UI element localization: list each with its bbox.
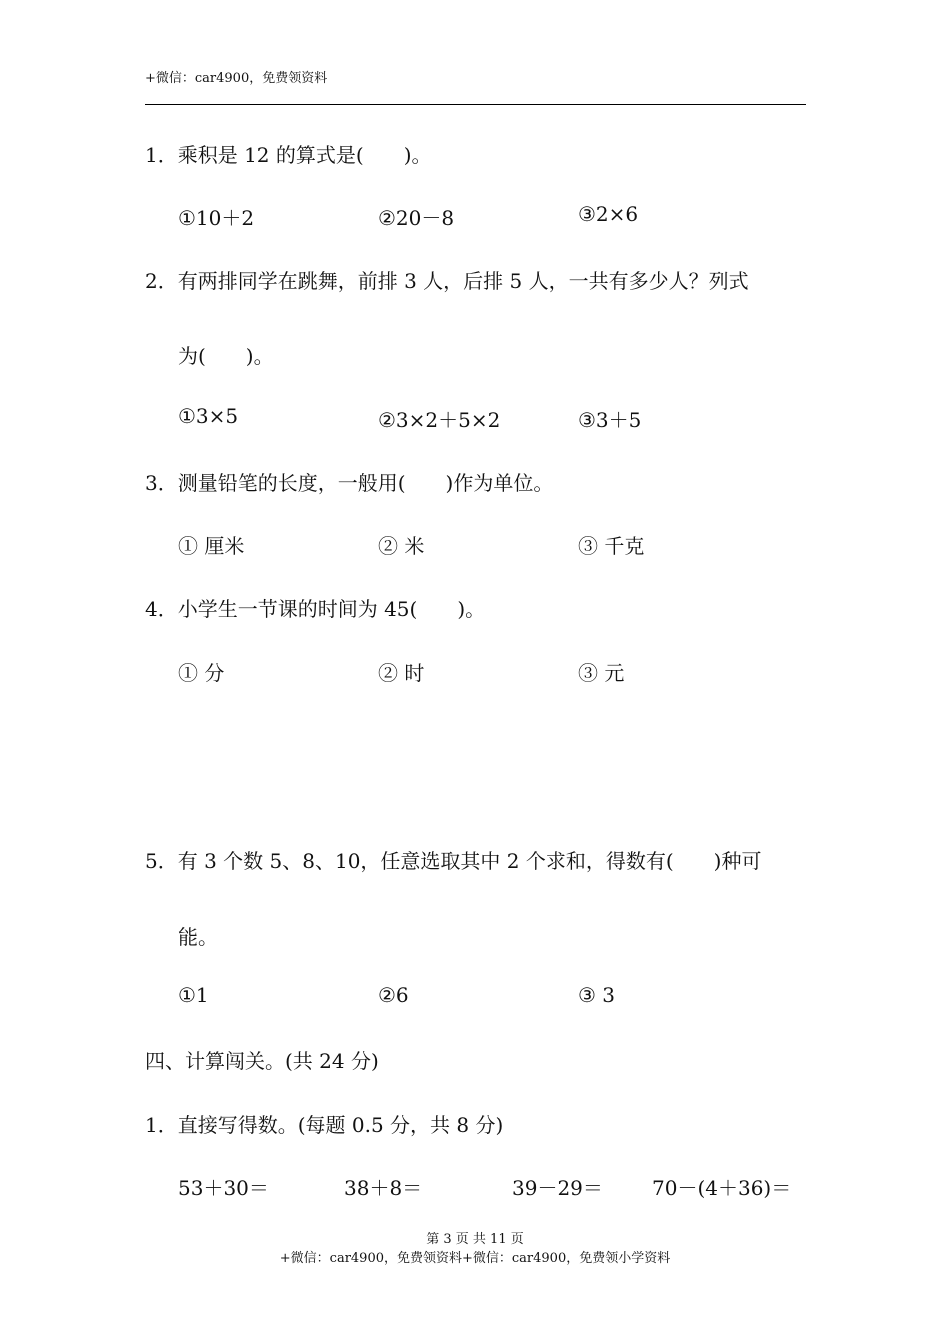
calc-item-4: 70－(4＋36)＝ bbox=[652, 1176, 792, 1200]
q3-option-1: ① 厘米 bbox=[178, 534, 245, 558]
question-2-continued: 为( )。 bbox=[178, 344, 274, 368]
section-4-title: 四、计算闯关。(共 24 分) bbox=[145, 1049, 379, 1073]
question-3: 3．测量铅笔的长度，一般用( )作为单位。 bbox=[145, 471, 554, 495]
question-5: 5．有 3 个数 5、8、10，任意选取其中 2 个求和，得数有( )种可 bbox=[145, 849, 762, 873]
question-5-continued: 能。 bbox=[178, 925, 218, 949]
q3-option-2: ② 米 bbox=[378, 534, 425, 558]
q4-option-1: ① 分 bbox=[178, 661, 225, 685]
q5-option-3: ③ 3 bbox=[578, 983, 616, 1007]
q4-option-3: ③ 元 bbox=[578, 661, 625, 685]
page-number: 第 3 页 共 11 页 bbox=[426, 1232, 524, 1247]
q1-option-1: ①10＋2 bbox=[178, 206, 255, 230]
footer-note: +微信：car4900，免费领资料+微信：car4900，免费领小学资料 bbox=[279, 1251, 671, 1266]
calc-item-1: 53＋30＝ bbox=[178, 1176, 269, 1200]
q1-option-3: ③2×6 bbox=[578, 202, 639, 226]
q3-option-3: ③ 千克 bbox=[578, 534, 645, 558]
q2-option-2: ②3×2＋5×2 bbox=[378, 408, 501, 432]
q2-option-3: ③3＋5 bbox=[578, 408, 642, 432]
calc-item-2: 38＋8＝ bbox=[344, 1176, 423, 1200]
header-divider bbox=[145, 104, 806, 105]
q1-option-2: ②20－8 bbox=[378, 206, 455, 230]
question-1: 1．乘积是 12 的算式是( )。 bbox=[145, 143, 432, 167]
q2-option-1: ①3×5 bbox=[178, 404, 239, 428]
header-note: +微信：car4900，免费领资料 bbox=[145, 71, 328, 86]
q4-option-2: ② 时 bbox=[378, 661, 425, 685]
q5-option-2: ②6 bbox=[378, 983, 409, 1007]
question-2: 2．有两排同学在跳舞，前排 3 人，后排 5 人，一共有多少人？列式 bbox=[145, 269, 749, 293]
section-4-subtitle: 1．直接写得数。(每题 0.5 分，共 8 分) bbox=[145, 1113, 504, 1137]
calc-item-3: 39－29＝ bbox=[512, 1176, 603, 1200]
q5-option-1: ①1 bbox=[178, 983, 209, 1007]
question-4: 4．小学生一节课的时间为 45( )。 bbox=[145, 597, 486, 621]
